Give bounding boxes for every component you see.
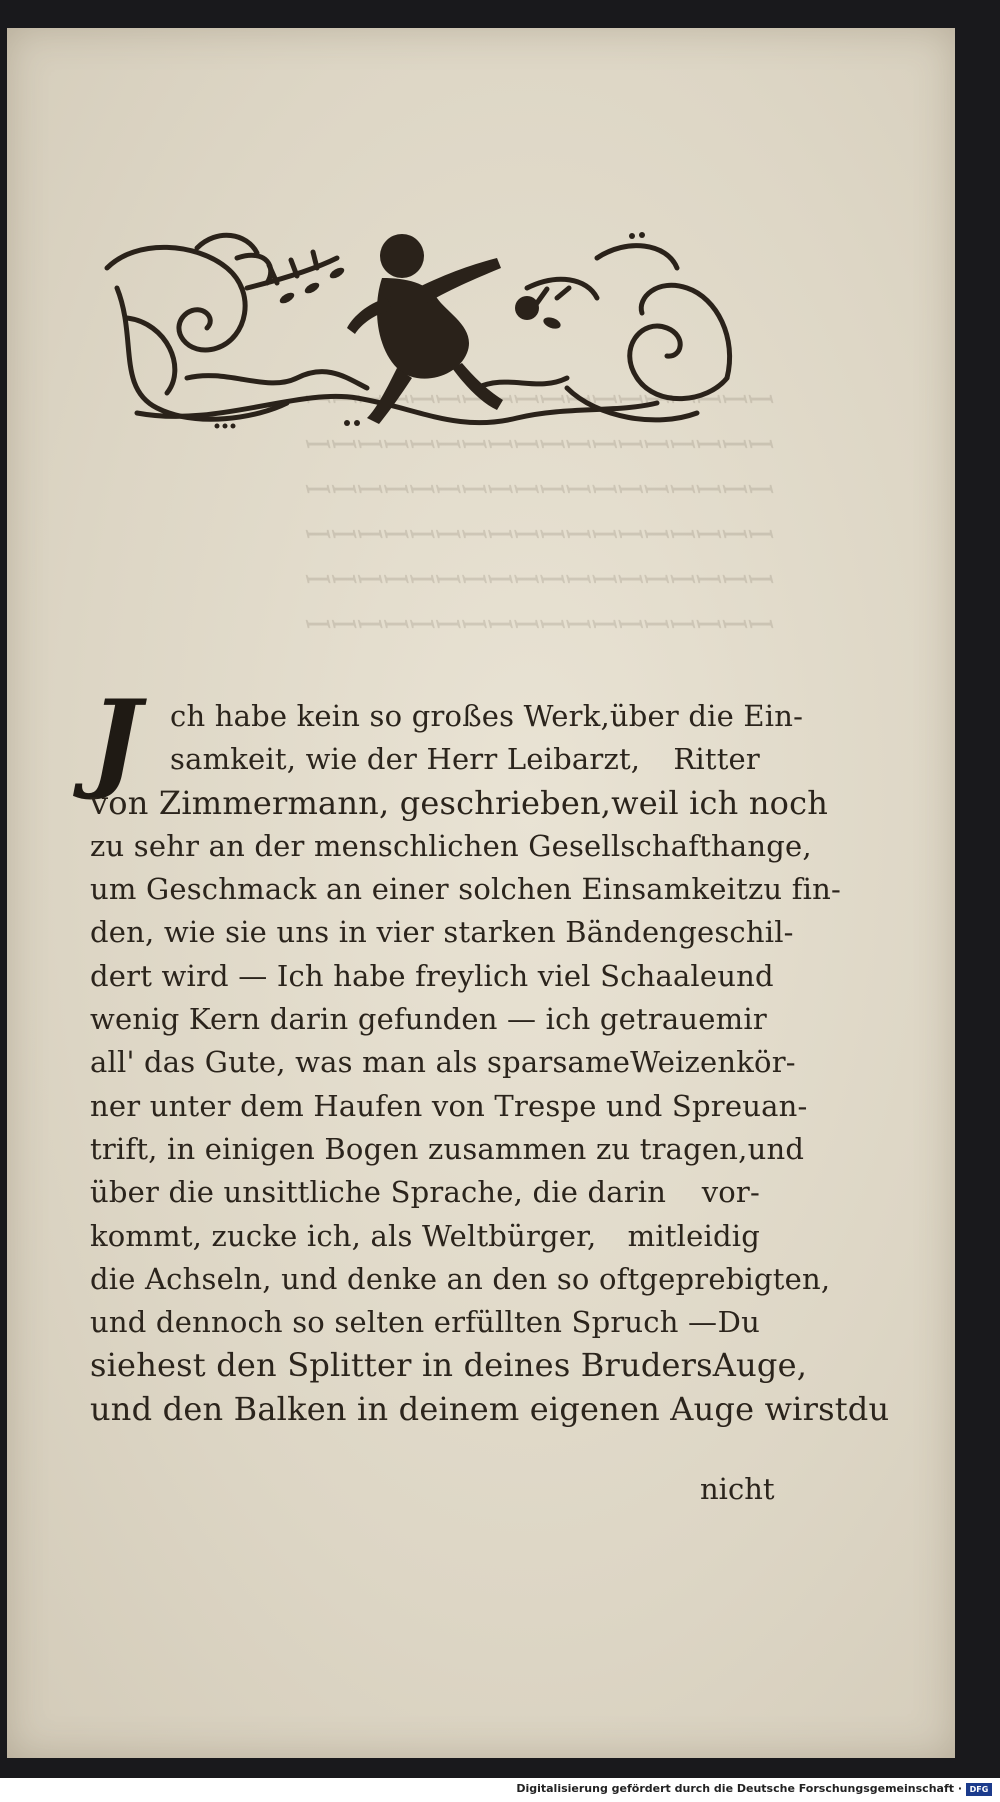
line-end: du	[847, 1389, 890, 1428]
line-end: über die Ein-	[609, 699, 804, 733]
line-end: Ritter	[673, 742, 760, 777]
line-end: vor-	[701, 1175, 760, 1210]
line-end: geprebigten,	[639, 1261, 831, 1296]
line-end: Auge,	[712, 1346, 808, 1385]
text-line	[90, 998, 767, 1041]
line-end: und	[717, 958, 774, 993]
line-text: dert wird — Ich habe freylich viel Schaale	[90, 958, 718, 993]
line-text: ch habe kein so großes Werk,	[170, 699, 610, 733]
text-line	[90, 955, 774, 998]
line-end: geschil-	[678, 915, 794, 950]
digitization-footer	[0, 1778, 1000, 1802]
text-line	[90, 868, 841, 911]
line-text: von Zimmermann, geschrieben,	[90, 783, 612, 822]
funding-credit: Digitalisierung gefördert durch die Deutsche Forschungsgemeinschaft ·	[516, 1782, 962, 1795]
text-line	[90, 825, 812, 868]
text-line	[90, 911, 794, 954]
text-line	[90, 1041, 796, 1084]
text-line	[90, 1301, 760, 1344]
drop-cap-initial: J	[90, 677, 142, 803]
text-line	[90, 1344, 808, 1387]
line-end: hange,	[711, 828, 812, 863]
line-text: trift, in einigen Bogen zusammen zu tragen,	[90, 1131, 748, 1166]
line-text: zu sehr an der menschlichen Gesellschaft	[90, 828, 712, 863]
line-end: mitleidig	[627, 1218, 760, 1253]
line-text: über die unsittliche Sprache, die darin	[90, 1175, 667, 1210]
body-text	[90, 695, 890, 1431]
text-line	[90, 782, 829, 825]
line-end: weil ich noch	[611, 783, 829, 822]
line-text: um Geschmack an einer solchen Einsamkeit	[90, 872, 748, 907]
bleed-through: ꟷꟷꟷꟷꟷꟷꟷꟷꟷꟷꟷꟷꟷꟷꟷꟷꟷꟷ ꟷꟷꟷꟷꟷꟷꟷꟷꟷꟷꟷꟷꟷꟷꟷꟷꟷꟷ ꟷꟷꟷꟷꟷꟷꟷꟷꟷꟷꟷꟷꟷꟷꟷꟷꟷꟷ ꟷꟷꟷꟷꟷꟷꟷꟷꟷꟷꟷꟷꟷꟷꟷꟷꟷꟷ ꟷꟷꟷꟷꟷꟷꟷꟷꟷꟷꟷꟷꟷꟷꟷꟷꟷꟷ ꟷꟷꟷꟷꟷꟷꟷꟷꟷꟷꟷꟷꟷꟷꟷꟷꟷꟷ	[308, 381, 777, 644]
text-line	[90, 1171, 760, 1214]
text-line	[90, 1128, 805, 1171]
line-text: samkeit, wie der Herr Leibarzt,	[170, 742, 641, 777]
line-end: Du	[717, 1305, 760, 1340]
text-line	[90, 1085, 808, 1128]
line-text: und den Balken in deinem eigenen Auge wirst	[90, 1389, 848, 1428]
line-text: und dennoch so selten erfüllten Spruch —	[90, 1305, 718, 1340]
line-text: all' das Gute, was man als sparsame	[90, 1045, 631, 1080]
line-end: zu fin-	[747, 872, 841, 907]
text-line	[90, 738, 760, 781]
line-text: ner unter dem Haufen von Trespe und Spreu	[90, 1088, 762, 1123]
line-end: an-	[761, 1088, 808, 1123]
line-text: die Achseln, und denke an den so oft	[90, 1261, 640, 1296]
dfg-logo: DFG	[966, 1783, 992, 1796]
line-text: den, wie sie uns in vier starken Bänden	[90, 915, 679, 950]
text-line	[90, 1258, 831, 1301]
line-text: siehest den Splitter in deines Bruders	[90, 1346, 713, 1385]
ornamental-headpiece	[97, 228, 737, 443]
text-line	[90, 1388, 890, 1431]
text-line	[90, 695, 804, 738]
line-end: mir	[715, 1002, 767, 1037]
line-text: wenig Kern darin gefunden — ich getraue	[90, 1002, 716, 1037]
line-end: Weizenkör-	[630, 1045, 796, 1080]
text-line	[90, 1215, 760, 1258]
catchword: nicht	[700, 1472, 775, 1506]
line-end: und	[747, 1131, 805, 1166]
line-text: kommt, zucke ich, als Weltbürger,	[90, 1218, 597, 1253]
